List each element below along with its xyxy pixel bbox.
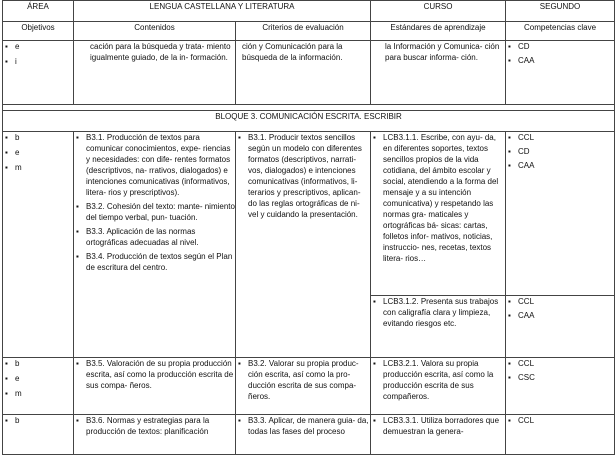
area-label: ÁREA: [3, 1, 74, 22]
list-item: ▪ e: [3, 41, 73, 52]
curriculum-table: [2, 0, 615, 455]
contenidos-text: cación para la búsqueda y trata- miento igualmente guiado, de la in- formación.: [90, 42, 231, 62]
list-item: ▪ e: [3, 147, 73, 158]
bloque-row: [3, 111, 615, 132]
list-item: ▪ m: [3, 162, 73, 173]
criterios-text: ción y Comunicación para la búsqueda de la información.: [242, 42, 343, 62]
list-item: ▪ CCL: [506, 415, 614, 426]
list-item: ▪ B3.3. Aplicar, de manera guia- da, todas las fases del proceso: [236, 415, 370, 437]
bloque-title: BLOQUE 3. COMUNICACIÓN ESCRITA. ESCRIBIR: [3, 111, 615, 132]
course-value: SEGUNDO: [506, 1, 615, 22]
column-header-row: [3, 22, 615, 41]
list-item: ▪ B3.4. Producción de textos según el Plan de escritura del centro.: [74, 251, 235, 273]
list-item: ▪ B3.5. Valoración de su propia producción escrita, así como la producción escrita de sus compa- ñeros.: [74, 358, 235, 391]
list-item: ▪ LCB3.1.1. Escribe, con ayu- da, en diferentes soportes, textos sencillos propios de la vida cotidiana, del ámbito escolar y social, atendiendo a la forma del mensaje y a su intención comunicativa) y respetando las normas gra- maticales y ortográficas bá- sicas: cartas, folletos infor- mativos, noticias, instruccio- nes, recetas, textos litera- rios…: [371, 132, 505, 264]
list-item: ▪ e: [3, 373, 73, 384]
list-item: ▪ B3.6. Normas y estrategias para la producción de textos: planificación: [74, 415, 235, 437]
list-item: ▪ CD: [506, 146, 614, 157]
list-item: ▪ m: [3, 388, 73, 399]
list-item: ▪ LCB3.3.1. Utiliza borradores que demuestran la genera-: [371, 415, 505, 437]
table-row: [3, 132, 615, 296]
list-item: ▪ B3.1. Producir textos sencillos según un modelo con diferentes formatos (descriptivos, narrati- vos, dialogados) e intenciones comunicativas (informativos, li- terarios y prescriptivos, aplican- do las reglas ortográficas de ni- vel y cuidando la presentación.: [236, 132, 370, 220]
list-item: ▪ b: [3, 132, 73, 143]
list-item: ▪ B3.2. Valorar su propia produc- ción escrita, así como la pro- ducción escrita de sus compa- ñeros.: [236, 358, 370, 402]
col-competencias: Competencias clave: [506, 22, 615, 41]
list-item: ▪ LCB3.2.1. Valora su propia producción escrita, así como la producción escrita de sus compañeros.: [371, 358, 505, 402]
list-item: ▪ CAA: [506, 160, 614, 171]
subject-title: LENGUA CASTELLANA Y LITERATURA: [74, 1, 371, 22]
list-item: ▪ LCB3.1.2. Presenta sus trabajos con caligrafía clara y limpieza, evitando riesgos etc.: [371, 296, 505, 329]
continuation-row: [3, 41, 615, 105]
col-criterios: Criterios de evaluación: [236, 22, 371, 41]
list-item: ▪ CD: [506, 41, 614, 52]
estandares-text: la Información y Comunica- ción para buscar informa- ción.: [385, 42, 500, 62]
list-item: ▪ b: [3, 358, 73, 369]
list-item: ▪ i: [3, 56, 73, 67]
col-estandares: Estándares de aprendizaje: [371, 22, 506, 41]
list-item: ▪ CCL: [506, 296, 614, 307]
list-item: ▪ CAA: [506, 310, 614, 321]
col-objetivos: Objetivos: [3, 22, 74, 41]
course-label: CURSO: [371, 1, 506, 22]
list-item: ▪ b: [3, 415, 73, 426]
list-item: ▪ CCL: [506, 358, 614, 369]
list-item: ▪ B3.2. Cohesión del texto: mante- nimiento del tiempo verbal, pun- tuación.: [74, 201, 235, 223]
col-contenidos: Contenidos: [74, 22, 236, 41]
list-item: ▪ CCL: [506, 132, 614, 143]
list-item: ▪ B3.1. Producción de textos para comunicar conocimientos, expe- riencias y necesidades: con dife- rentes formatos (descriptivos, na- rrativos, dialogados) e intenciones comunicativas (informativos, litera- rios y prescriptivos).: [74, 132, 235, 198]
list-item: ▪ CSC: [506, 372, 614, 383]
header-row: [3, 1, 615, 22]
list-item: ▪ B3.3. Aplicación de las normas ortográficas adecuadas al nivel.: [74, 226, 235, 248]
table-row: [3, 415, 615, 455]
table-row: [3, 358, 615, 415]
list-item: ▪ CAA: [506, 55, 614, 66]
competencias-list: [506, 41, 614, 66]
objetivos-list: [3, 41, 73, 67]
